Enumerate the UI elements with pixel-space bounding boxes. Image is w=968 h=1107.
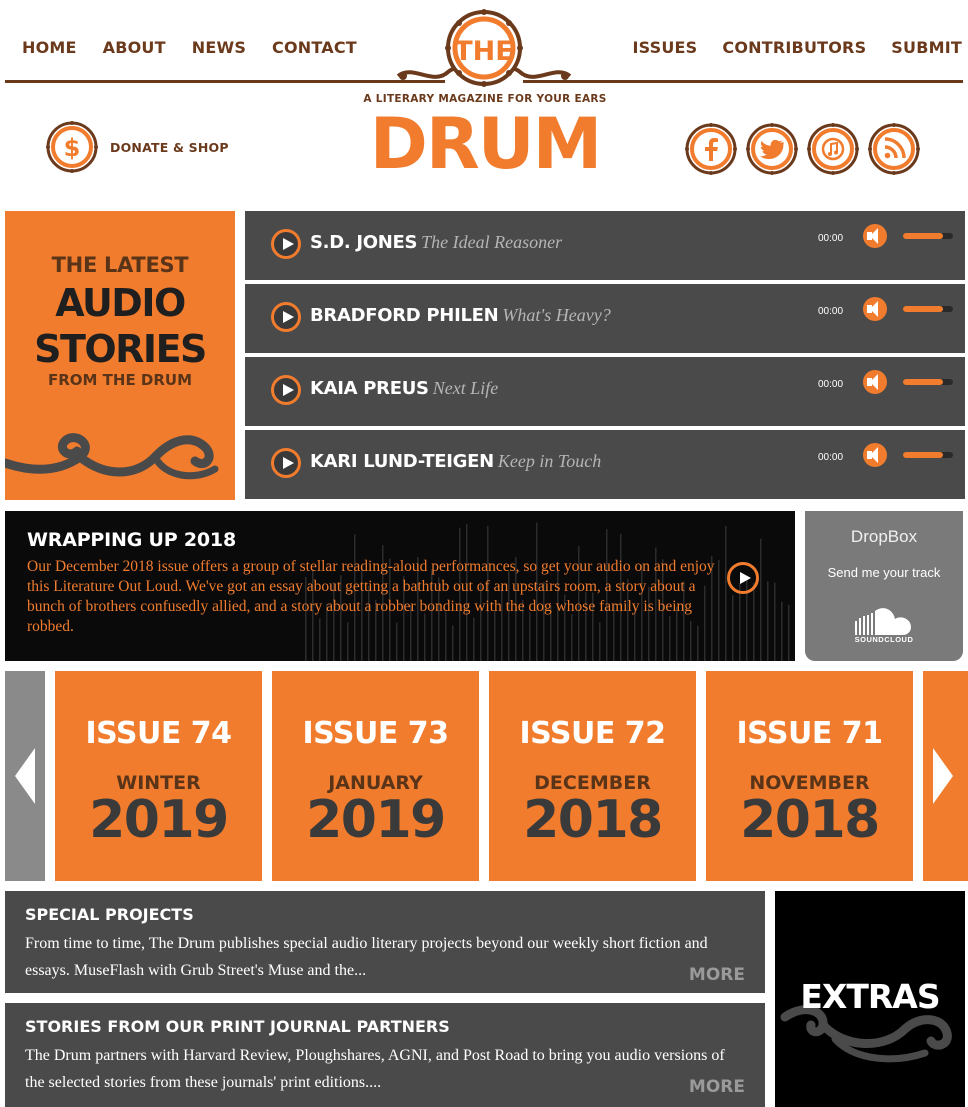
waveform-bar [753, 583, 755, 661]
issue-card[interactable] [489, 671, 696, 881]
rss-icon[interactable] [868, 123, 920, 175]
issue-title: ISSUE 74 [85, 716, 232, 751]
nav-about[interactable]: ABOUT [102, 38, 166, 57]
issue-title: ISSUE 73 [302, 716, 449, 751]
svg-text:$: $ [63, 134, 81, 162]
play-icon[interactable] [271, 448, 301, 478]
latest-line-2: AUDIO [55, 281, 185, 325]
volume-slider[interactable] [903, 233, 953, 239]
primary-nav-left [22, 38, 383, 57]
nav-contributors[interactable]: CONTRIBUTORS [722, 38, 867, 57]
waveform-bar [767, 581, 769, 661]
volume-icon[interactable] [863, 443, 887, 467]
panel-text: From time to time, The Drum publishes special audio literary projects beyond our weekly short fiction and essays. MuseFlash with Grub Street's Muse and the... [25, 935, 708, 979]
social-links [685, 123, 920, 175]
music-icon[interactable] [807, 123, 859, 175]
nav-contact[interactable]: CONTACT [272, 38, 357, 57]
swirl-ornament-icon [5, 411, 235, 500]
volume-level [903, 306, 943, 312]
dropbox-title: DropBox [850, 527, 918, 546]
issue-year: 2019 [89, 790, 228, 850]
volume-level [903, 233, 943, 239]
track-title[interactable] [310, 232, 562, 253]
issues-carousel [5, 671, 968, 881]
track-time: 00:00 [818, 306, 844, 317]
track-title[interactable] [310, 378, 498, 399]
latest-line-3: STORIES [34, 327, 206, 371]
play-icon[interactable] [271, 302, 301, 332]
soundcloud-label: SOUNDCLOUD [854, 635, 914, 644]
track-work: The Ideal Reasoner [421, 232, 563, 252]
panel-title[interactable]: SPECIAL PROJECTS [25, 905, 194, 924]
extras-label: EXTRAS [800, 977, 940, 1016]
issue-card[interactable] [55, 671, 262, 881]
nav-issues[interactable]: ISSUES [632, 38, 698, 57]
dropbox-subtitle: Send me your track [827, 565, 941, 580]
issue-title: ISSUE 72 [519, 716, 666, 751]
latest-line-4: FROM THE DRUM [47, 371, 193, 389]
issue-title: ISSUE 71 [736, 716, 883, 751]
track-work: Keep in Touch [497, 451, 602, 471]
twitter-icon[interactable] [746, 123, 798, 175]
volume-level [903, 452, 943, 458]
waveform-bar [718, 560, 720, 661]
dropbox-submit-widget[interactable] [805, 511, 963, 661]
dollar-icon [46, 121, 98, 173]
print-partners-panel [5, 1003, 765, 1107]
volume-slider[interactable] [903, 306, 953, 312]
volume-icon[interactable] [863, 297, 887, 321]
panel-text: The Drum partners with Harvard Review, Ploughshares, AGNI, and Post Road to bring you audio versions of the selected stories from these journals' print editions.... [25, 1047, 725, 1091]
nav-home[interactable]: HOME [22, 38, 77, 57]
volume-icon[interactable] [863, 224, 887, 248]
primary-nav-right [607, 38, 962, 57]
track-work: Next Life [432, 378, 499, 398]
issue-month: NOVEMBER [749, 772, 870, 794]
issue-card[interactable] [706, 671, 913, 881]
issue-year: 2018 [740, 790, 879, 850]
track-artist: KAIA PREUS [310, 378, 429, 399]
audio-track [245, 284, 965, 353]
facebook-icon[interactable] [685, 123, 737, 175]
track-work: What's Heavy? [502, 305, 611, 325]
volume-level [903, 379, 943, 385]
waveform-bar [788, 605, 790, 661]
featured-issue-banner [5, 511, 795, 661]
more-link[interactable]: MORE [688, 965, 745, 985]
issue-year: 2018 [523, 790, 662, 850]
panel-title[interactable]: STORIES FROM OUR PRINT JOURNAL PARTNERS [25, 1017, 450, 1036]
issue-year: 2019 [306, 790, 445, 850]
latest-audio-promo [5, 211, 235, 500]
nav-submit[interactable]: SUBMIT [891, 38, 962, 57]
volume-slider[interactable] [903, 379, 953, 385]
waveform-bar [725, 526, 727, 661]
waveform-bar [739, 583, 741, 661]
donate-shop-link[interactable] [46, 121, 229, 173]
track-artist: KARI LUND-TEIGEN [310, 451, 494, 472]
waveform-bar [732, 595, 734, 661]
track-title[interactable] [310, 305, 611, 326]
track-title[interactable] [310, 451, 601, 472]
carousel-prev-arrow-icon[interactable] [5, 671, 45, 881]
issue-card[interactable] [272, 671, 479, 881]
issue-month: JANUARY [328, 772, 423, 794]
site-header [0, 0, 968, 205]
audio-track [245, 211, 965, 280]
extras-tile[interactable] [775, 891, 965, 1107]
featured-description: Our December 2018 issue offers a group of stellar reading-aloud performances, so get your audio on and enjoy this Literature Out Loud. We've got an essay about getting a bathtub out of an upstairs room, a story about a bunch of brothers confusedly allied, and a story about a robber bonding with the dog whose family is being robbed. [27, 558, 715, 635]
waveform-bar [774, 583, 776, 661]
logo-the-text: THE [454, 36, 514, 67]
latest-line-1: THE LATEST [51, 253, 189, 277]
play-icon[interactable] [271, 229, 301, 259]
track-time: 00:00 [818, 379, 844, 390]
special-projects-panel [5, 891, 765, 993]
volume-icon[interactable] [863, 370, 887, 394]
track-artist: BRADFORD PHILEN [310, 305, 499, 326]
soundcloud-icon [853, 607, 915, 635]
site-tagline: A LITERARY MAGAZINE FOR YOUR EARS [363, 93, 607, 105]
audio-track [245, 430, 965, 499]
more-link[interactable]: MORE [688, 1077, 745, 1097]
nav-news[interactable]: NEWS [191, 38, 247, 57]
track-time: 00:00 [818, 233, 844, 244]
donate-shop-label: DONATE & SHOP [110, 139, 229, 155]
audio-track [245, 357, 965, 426]
track-time: 00:00 [818, 452, 844, 463]
featured-title: WRAPPING UP 2018 [27, 529, 236, 551]
logo-drum-wordmark[interactable]: DRUM [369, 103, 601, 185]
audio-track-list [245, 211, 965, 503]
play-icon[interactable] [271, 375, 301, 405]
waveform-bar [760, 539, 762, 661]
track-artist: S.D. JONES [310, 232, 418, 253]
waveform-bar [781, 602, 783, 661]
play-icon[interactable] [727, 562, 759, 594]
issue-month: WINTER [116, 772, 201, 794]
drum-logo-emblem[interactable] [393, 6, 575, 94]
issue-month: DECEMBER [534, 772, 651, 794]
volume-slider[interactable] [903, 452, 953, 458]
carousel-next-arrow-icon[interactable] [923, 671, 968, 881]
